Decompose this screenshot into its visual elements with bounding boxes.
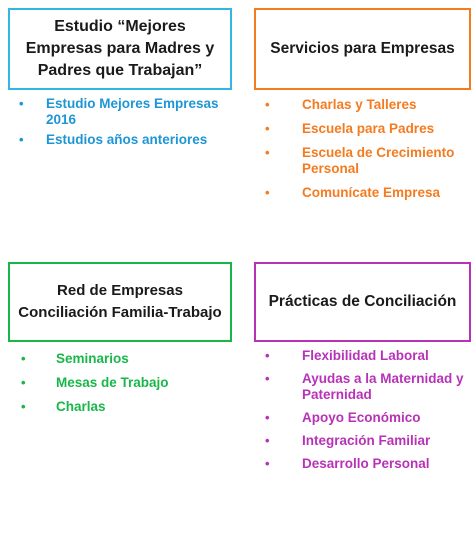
list-item[interactable] xyxy=(254,348,474,364)
box-servicios-empresas xyxy=(254,8,471,90)
list-item-label: Estudios años anteriores xyxy=(46,132,208,147)
box-red-empresas xyxy=(8,262,232,342)
list-item[interactable] xyxy=(254,410,474,426)
list-practicas xyxy=(254,348,474,479)
list-item-label: Flexibilidad Laboral xyxy=(302,348,429,363)
list-item[interactable] xyxy=(8,399,232,415)
list-servicios xyxy=(254,97,474,209)
list-item[interactable] xyxy=(8,96,232,128)
bullet-icon: • xyxy=(21,375,26,390)
list-item[interactable] xyxy=(254,185,474,201)
list-item-label: Desarrollo Personal xyxy=(302,456,430,471)
bullet-icon: • xyxy=(265,410,270,425)
list-item-label: Escuela de Crecimiento Personal xyxy=(302,145,455,176)
list-item-label: Charlas y Talleres xyxy=(302,97,417,112)
list-item[interactable] xyxy=(254,145,474,177)
bullet-icon: • xyxy=(265,456,270,471)
box-red-title: Red de Empresas Conciliación Familia-Trabajo xyxy=(18,282,222,321)
bullet-icon: • xyxy=(265,145,270,160)
bullet-icon: • xyxy=(265,371,270,386)
bullet-icon: • xyxy=(265,97,270,112)
list-item-label: Estudio Mejores Empresas 2016 xyxy=(46,96,219,127)
box-servicios-title: Servicios para Empresas xyxy=(270,40,455,57)
list-item-label: Comunícate Empresa xyxy=(302,185,441,200)
list-item-label: Mesas de Trabajo xyxy=(56,375,169,390)
bullet-icon: • xyxy=(21,351,26,366)
list-item[interactable] xyxy=(8,351,232,367)
box-estudio xyxy=(8,8,232,90)
bullet-icon: • xyxy=(265,185,270,200)
list-item-label: Apoyo Económico xyxy=(302,410,421,425)
list-red xyxy=(8,351,232,423)
box-practicas-conciliacion xyxy=(254,262,471,342)
list-item[interactable] xyxy=(254,121,474,137)
bullet-icon: • xyxy=(265,121,270,136)
list-item-label: Integración Familiar xyxy=(302,433,431,448)
list-item[interactable] xyxy=(8,132,232,148)
list-item[interactable] xyxy=(8,375,232,391)
bullet-icon: • xyxy=(265,348,270,363)
list-estudio xyxy=(8,96,232,152)
box-practicas-title: Prácticas de Conciliación xyxy=(268,293,457,310)
bullet-icon: • xyxy=(19,96,24,111)
list-item[interactable] xyxy=(254,371,474,403)
bullet-icon: • xyxy=(265,433,270,448)
list-item-label: Charlas xyxy=(56,399,106,414)
bullet-icon: • xyxy=(19,132,24,147)
box-estudio-title: Estudio “Mejores Empresas para Madres y Padres que Trabajan” xyxy=(25,18,215,79)
bullet-icon: • xyxy=(21,399,26,414)
list-item[interactable] xyxy=(254,456,474,472)
list-item-label: Ayudas a la Maternidad y Paternidad xyxy=(302,371,464,402)
list-item-label: Seminarios xyxy=(56,351,129,366)
list-item[interactable] xyxy=(254,97,474,113)
list-item-label: Escuela para Padres xyxy=(302,121,435,136)
list-item[interactable] xyxy=(254,433,474,449)
